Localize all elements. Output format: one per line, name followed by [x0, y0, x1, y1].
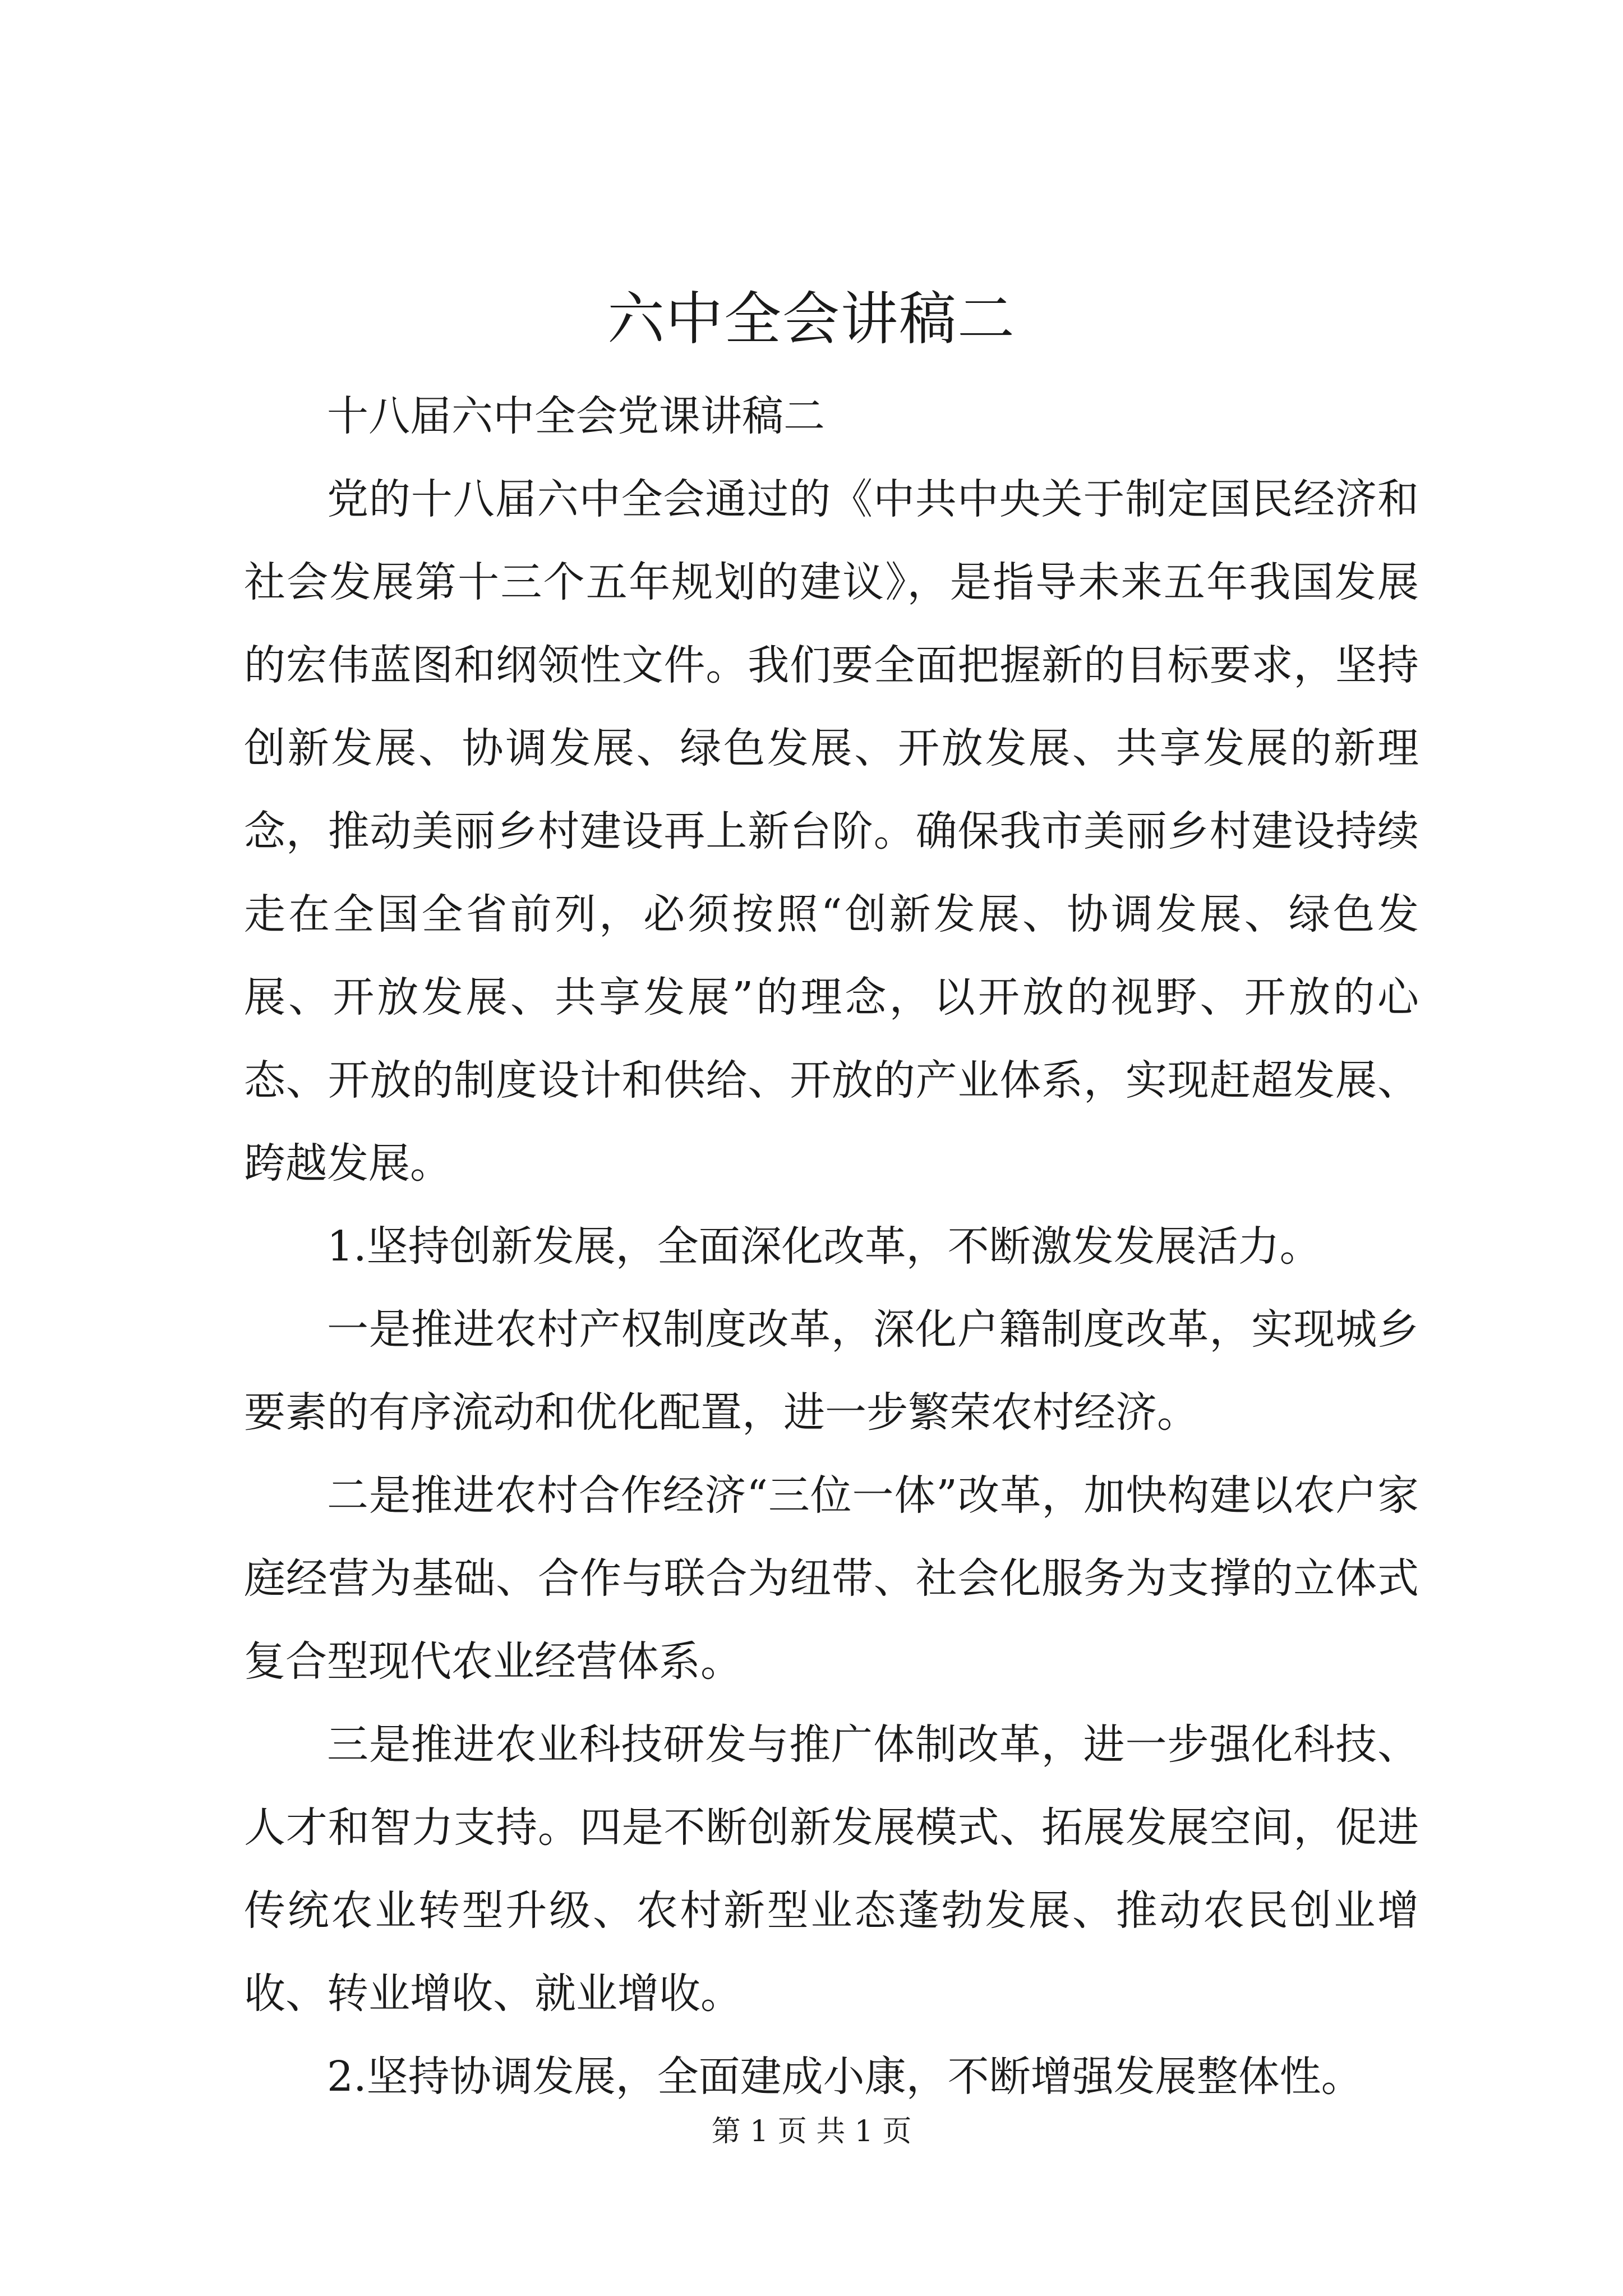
section-heading-1: 1.坚持创新发展，全面深化改革，不断激发发展活力。: [327, 1222, 1321, 1271]
subtitle-paragraph: 十八届六中全会党课讲稿二: [327, 392, 825, 440]
body-paragraph: 一是推进农村产权制度改革，深化户籍制度改革，实现城乡要素的有序流动和优化配置，进一步繁荣农村经济。: [244, 1305, 1419, 1437]
intro-paragraph: 党的十八届六中全会通过的《中共中央关于制定国民经济和社会发展第十三个五年规划的建议》，是指导未来五年我国发展的宏伟蓝图和纲领性文件。我们要全面把握新的目标要求，坚持创新发展、协调发展、绿色发展、开放发展、共享发展的新理念，推动美丽乡村建设再上新台阶。确保我市美丽乡村建设持续走在全国全省前列，必须按照“创新发展、协调发展、绿色发展、开放发展、共享发展”的理念，以开放的视野、开放的心态、开放的制度设计和供给、开放的产业体系，实现赶超发展、跨越发展。: [244, 475, 1419, 1188]
section-heading-2: 2.坚持协调发展，全面建成小康，不断增强发展整体性。: [327, 2053, 1363, 2101]
page-footer: 第 1 页 共 1 页: [711, 2115, 912, 2148]
document-title: 六中全会讲稿二: [607, 286, 1016, 353]
body-paragraph: 二是推进农村合作经济“三位一体”改革，加快构建以农户家庭经营为基础、合作与联合为纽带、社会化服务为支撑的立体式复合型现代农业经营体系。: [244, 1471, 1419, 1686]
document-body: [244, 375, 1419, 2118]
body-paragraph: 三是推进农业科技研发与推广体制改革，进一步强化科技、人才和智力支持。四是不断创新发展模式、拓展发展空间，促进传统农业转型升级、农村新型业态蓬勃发展、推动农民创业增收、转业增收、就业增收。: [244, 1720, 1419, 2018]
